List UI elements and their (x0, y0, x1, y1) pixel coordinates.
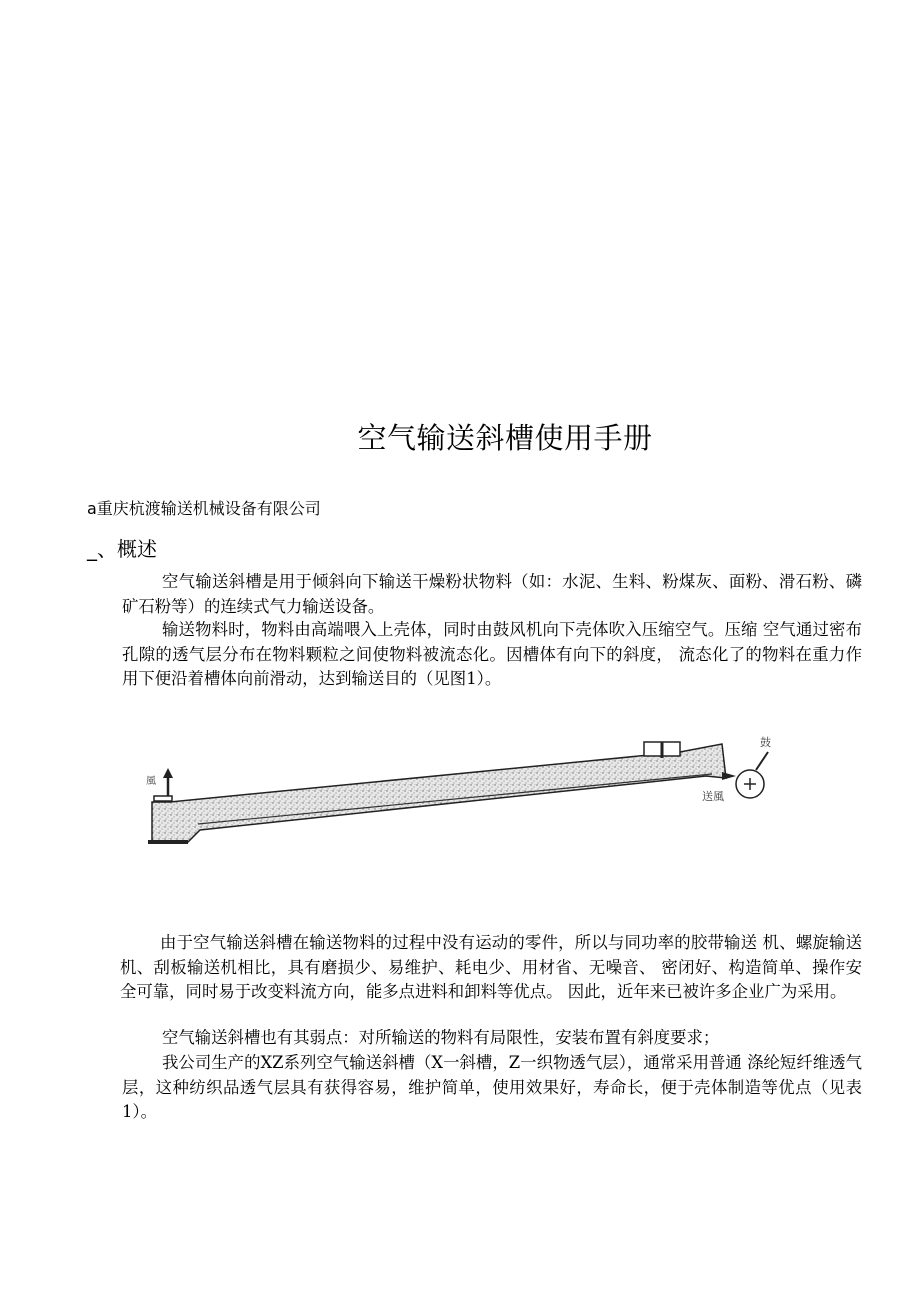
air-out-arrow (163, 768, 173, 778)
paragraph-intro: 空气输送斜槽是用于倾斜向下输送干燥粉状物料（如：水泥、生料、粉煤灰、面粉、滑石粉、磷矿石粉等）的连续式气力输送设备。 (122, 572, 862, 616)
figure-label-top-right: 鼓 (760, 736, 771, 749)
company-name: a重庆杭渡输送机械设备有限公司 (87, 499, 321, 518)
inlet-top-flange-left (154, 796, 172, 801)
air-slide-diagram (140, 730, 780, 860)
figure-label-bottom-right: 送風 (702, 790, 724, 803)
outlet-flange (148, 840, 188, 844)
figure-label-left: 風 (146, 776, 156, 787)
document-title: 空气输送斜槽使用手册 (357, 421, 653, 455)
paragraph-principle: 输送物料时，物料由高端喂入上壳体，同时由鼓风机向下壳体吹入压缩空气。压缩 空气通过密布孔隙的透气层分布在物料颗粒之间使物料被流态化。因槽体有向下的斜度， 流态化了的物料在重力作用下便沿着槽体向前滑动，达到输送目的（见图1）。 (122, 620, 862, 689)
trough-body (152, 744, 726, 842)
paragraph-xz-series: 我公司生产的XZ系列空气输送斜槽（X一斜槽，Z一织物透气层），通常采用普通 涤纶短纤维透气层，这种纺织品透气层具有获得容易，维护简单，使用效果好，寿命长，便于壳体制造等优点（见表1）。 (122, 1053, 862, 1122)
paragraph-weakness: 空气输送斜槽也有其弱点：对所输送的物料有局限性，安装布置有斜度要求； (162, 1028, 720, 1047)
paragraph-advantages: 由于空气输送斜槽在输送物料的过程中没有运动的零件，所以与同功率的胶带输送 机、螺旋输送机、刮板输送机相比，具有磨损少、易维护、耗电少、用材省、无噪音、 密闭好、构造简单、操作安全可靠，同时易于改变料流方向，能多点进料和卸料等优点。 因此，近年来已被许多企业广为采用。 (120, 933, 862, 1002)
section-heading: _、概述 (87, 537, 157, 561)
